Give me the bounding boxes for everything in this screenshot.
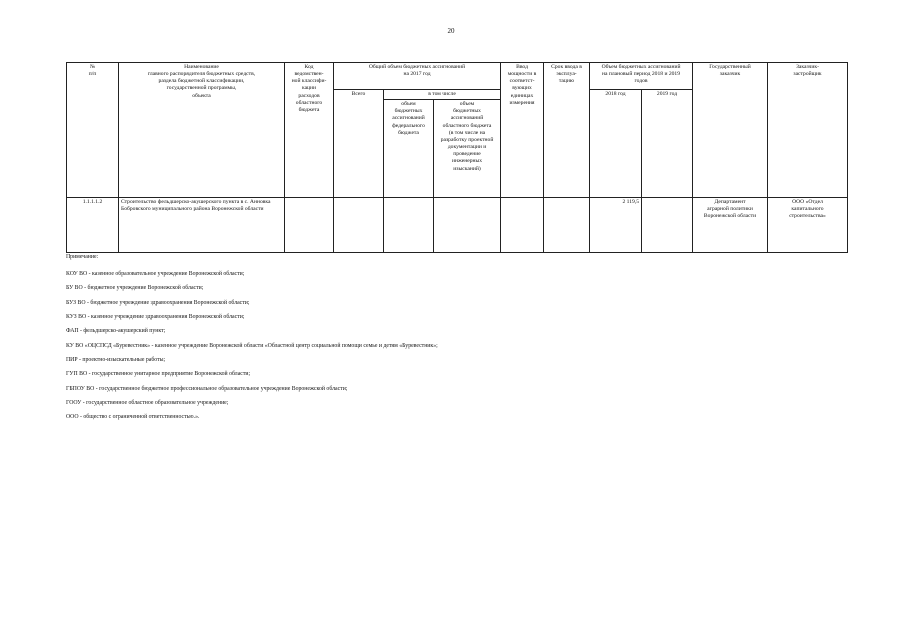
header-code: Код ведомствен- ной классифи- кации расходов областного бюджета: [285, 63, 334, 198]
cell-code: [285, 198, 334, 253]
note-line: КУЗ ВО - казенное учреждение здравоохранения Воронежской области;: [66, 313, 245, 320]
cell-number: 1.1.1.1.2: [67, 198, 119, 253]
note-line: БУЗ ВО - бюджетное учреждение здравоохранения Воронежской области;: [66, 299, 250, 306]
cell-capacity: [501, 198, 544, 253]
header-total: Всего: [334, 90, 384, 198]
header-number: № п/п: [67, 63, 119, 198]
header-including: в том числе: [384, 90, 501, 100]
note-line: ГБПОУ ВО - государственное бюджетное профессиональное образовательное учреждение Воронежской области;: [66, 385, 348, 392]
header-developer: Заказчик- застройщик: [768, 63, 848, 198]
note-line: БУ ВО - бюджетное учреждение Воронежской области;: [66, 285, 204, 292]
note-line: ГООУ - государственное областное образовательное учреждение;: [66, 400, 229, 407]
header-state-customer: Государственный заказчик: [693, 63, 768, 198]
cell-total: [334, 198, 384, 253]
cell-developer: ООО «Отдел капитального строительства»: [768, 198, 848, 253]
header-capacity: Ввод мощности в соответст- вующих единицах измерения: [501, 63, 544, 198]
budget-allocation-table: [66, 62, 848, 253]
notes-title: Примечание:: [66, 254, 99, 260]
header-term: Срок ввода в эксплуа- тацию: [544, 63, 590, 198]
cell-2019: [642, 198, 693, 253]
note-line: ООО - общество с ограниченной ответственностью.».: [66, 414, 200, 421]
note-line: ПИР - проектно-изыскательные работы;: [66, 357, 166, 364]
table-row: [67, 198, 848, 253]
cell-state-customer: Департамент аграрной политики Воронежской области: [693, 198, 768, 253]
header-plan-period: Объем бюджетных ассигнований на плановый период 2018 и 2019 годов: [590, 63, 693, 90]
note-line: ФАП - фельдшерско-акушерский пункт;: [66, 328, 166, 335]
cell-term: [544, 198, 590, 253]
cell-object-name: Строительство фельдшерско-акушерского пункта в с. Анновка Бобровского муниципального района Воронежской области: [119, 198, 285, 253]
header-total-2017: Общий объем бюджетных ассигнований на 2017 год: [334, 63, 501, 90]
page-number: 20: [447, 27, 455, 35]
header-regional-budget: объем бюджетных ассигнований областного бюджета (в том числе на разработку проектной документации и проведение инженерных изысканий): [434, 100, 501, 198]
notes-section: [66, 254, 846, 429]
note-line: ГУП ВО - государственное унитарное предприятие Воронежской области;: [66, 371, 251, 378]
note-line: КУ ВО «ОЦСПСД «Буревестник» - казенное учреждение Воронежской области «Областной центр социальной помощи семье и детям «Буревестник»;: [66, 342, 438, 349]
note-line: КОУ ВО - казенное образовательное учреждение Воронежской области;: [66, 270, 245, 277]
cell-federal: [384, 198, 434, 253]
header-2018: 2018 год: [590, 90, 642, 198]
cell-2018: 2 119,5: [590, 198, 642, 253]
cell-regional: [434, 198, 501, 253]
header-2019: 2019 год: [642, 90, 693, 198]
header-federal-budget: объем бюджетных ассигнований федерального бюджета: [384, 100, 434, 198]
header-name: Наименование главного распорядителя бюджетных средств, раздела бюджетной классификации, государственной программы, объекта: [119, 63, 285, 198]
